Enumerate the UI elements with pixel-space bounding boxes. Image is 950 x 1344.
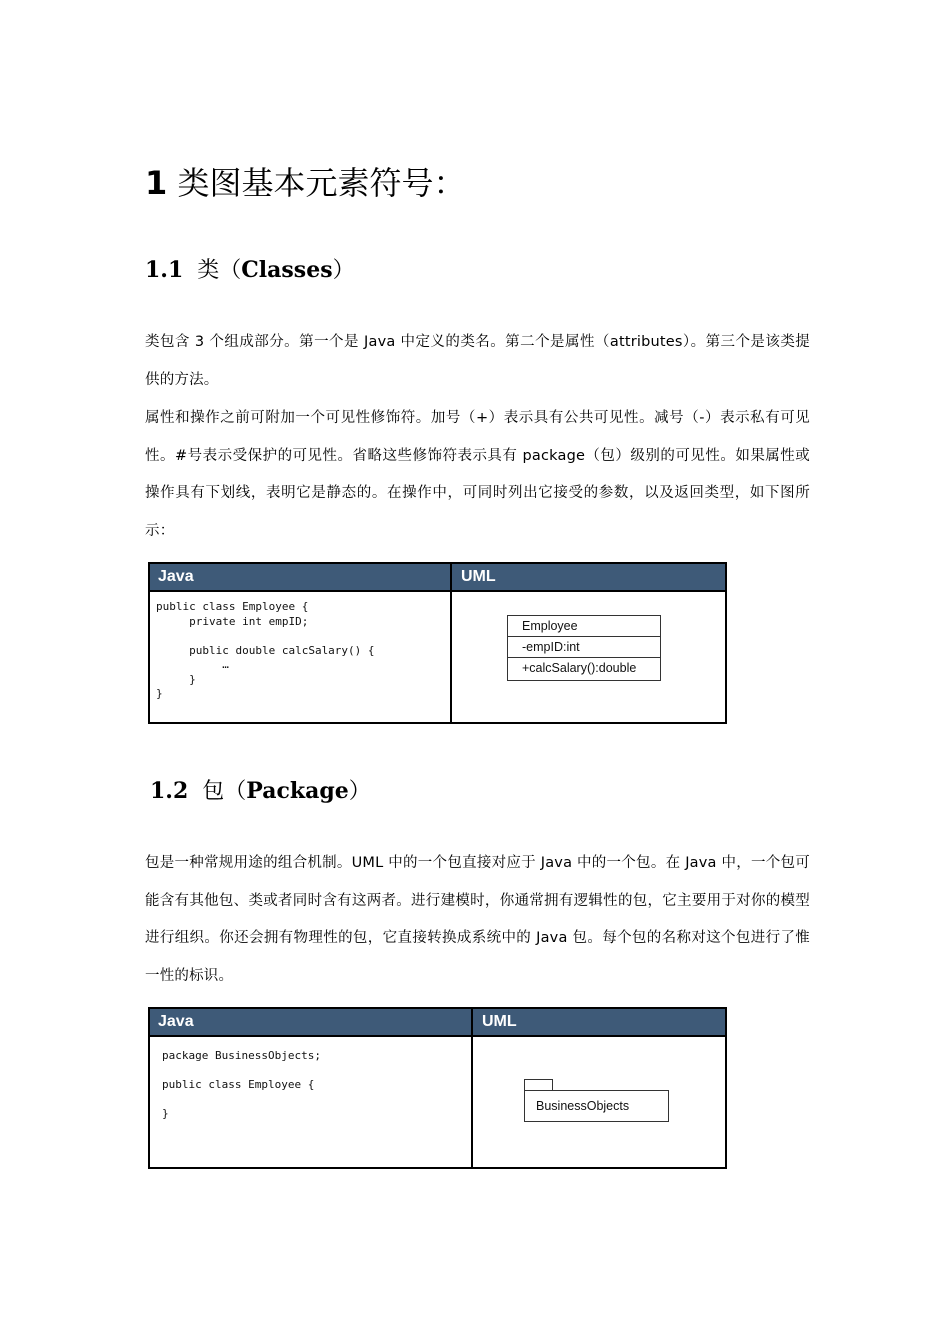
classes-table [148,562,727,724]
classes-paragraph-1: 类包含 3 个组成部分。第一个是 Java 中定义的类名。第二个是属性（attributes）。第三个是该类提供的方法。 [145,334,810,388]
classes-paragraph-2: 属性和操作之前可附加一个可见性修饰符。加号（+）表示具有公共可见性。减号（-）表示私有可见性。#号表示受保护的可见性。省略这些修饰符表示具有 package（包）级别的可见性。如果属性或操作具有下划线，表明它是静态的。在操作中，可同时列出它接受的参数，以及返回类型，如下图所示： [145,410,810,539]
uml-class-employee [507,615,661,681]
package-java-header: Java [158,1013,194,1030]
heading-package-en: Package [246,778,349,804]
heading-package-number: 1.2 [150,778,189,804]
package-code-line-3: } [162,1107,169,1120]
classes-java-header: Java [158,568,194,585]
uml-class-attribute: -empID:int [508,637,660,658]
heading-classes-number: 1.1 [145,257,184,283]
heading-package-cn: 包（ [202,779,247,804]
uml-package-name: BusinessObjects [536,1099,630,1113]
heading-classes [145,254,355,287]
heading-classes-en: Classes [241,257,333,283]
uml-class-operation: +calcSalary():double [522,661,637,675]
package-table [148,1007,727,1169]
package-code-line-1: package BusinessObjects; [162,1049,321,1062]
uml-package-box [524,1090,669,1122]
package-paragraph: 包是一种常规用途的组合机制。UML 中的一个包直接对应于 Java 中的一个包。在 Java 中，一个包可能含有其他包、类或者同时含有这两者。进行建模时，你通常拥有逻辑性的包，它主要用于对你的模型进行组织。你还会拥有物理性的包，它直接转换成系统中的 Java 包。每个包的名称对这个包进行了惟一性的标识。 [145,855,810,984]
heading-package-close: ） [348,779,371,804]
heading-classes-cn: 类（ [197,258,242,283]
heading-1 [145,160,465,206]
heading-classes-close: ） [332,258,355,283]
heading-1-text: 类图基本元素符号： [177,164,466,202]
heading-1-number: 1 [145,164,168,202]
package-uml-header: UML [482,1013,517,1030]
package-code-line-2: public class Employee { [162,1078,315,1091]
package-column-divider [471,1009,473,1167]
heading-package [150,775,371,808]
classes-column-divider [450,564,452,722]
classes-uml-header: UML [461,568,496,585]
uml-class-name: Employee [508,616,660,637]
classes-java-code: public class Employee { private int empID; public double calcSalary() { … } } [156,600,375,700]
